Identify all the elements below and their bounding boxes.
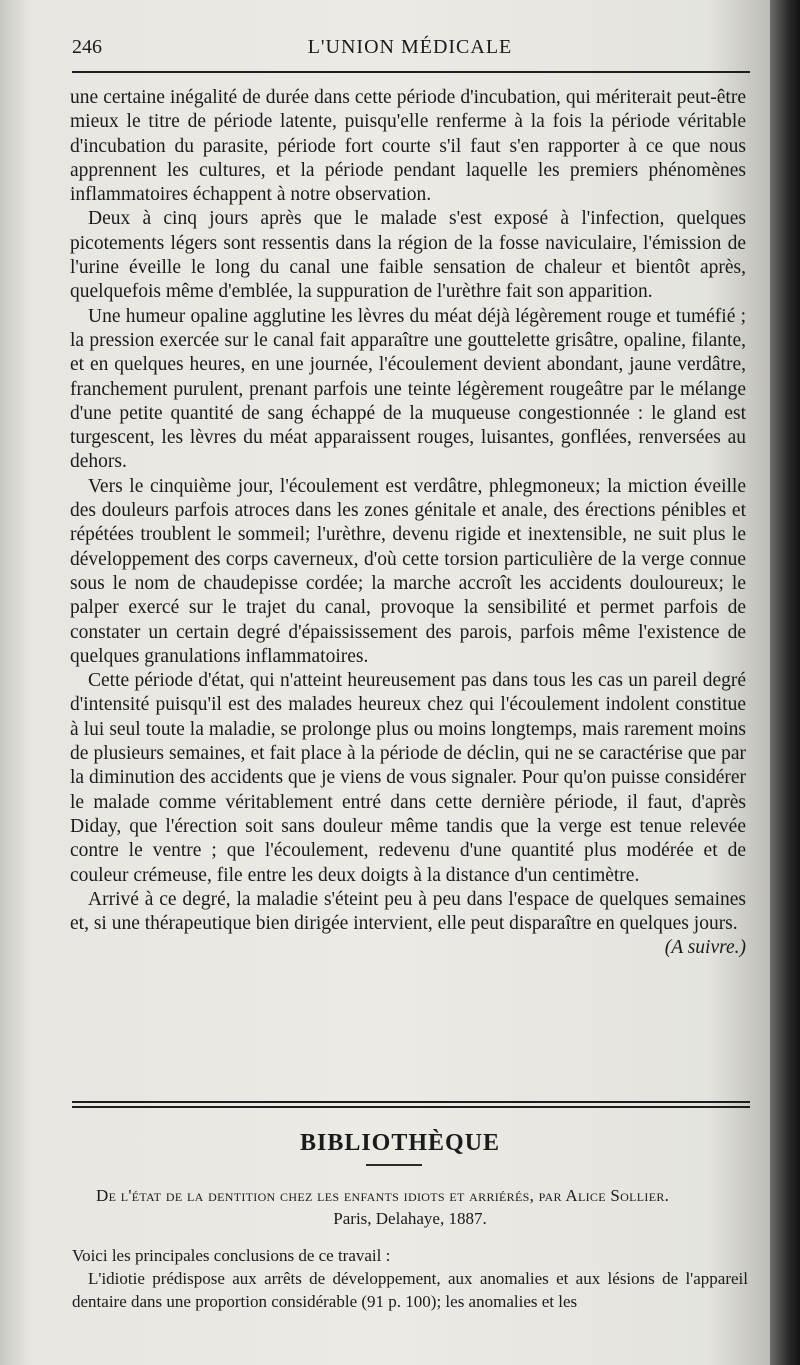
paragraph: Vers le cinquième jour, l'écoulement est verdâtre, phlegmoneux; la miction éveille des douleurs parfois atroces dans les zones génitale et anale, des érections pénibles et répétées troublent le sommeil; l'urèthre, devenu rigide et inextensible, ne suit plus le développement des corps caverneux, d'où cette torsion particulière de la verge connue sous le nom de chaudepisse cordée; la marche accroît les accidents douloureux; le palper exercé sur le trajet du canal, provoque la sensibilité et permet parfois de constater un certain degré d'épaississement des parois, parfois même l'existence de quelques granulations inflammatoires. [70, 475, 746, 667]
continuation-note: (A suivre.) [664, 937, 746, 959]
bibliography-section [72, 1184, 748, 1313]
section-divider [72, 1101, 750, 1108]
paragraph: Une humeur opaline agglutine les lèvres du méat déjà légèrement rouge et tuméfié ; la pression exercée sur le canal fait apparaître une gouttelette grisâtre, opaline, filante, et en quelques heures, en une journée, l'écoulement devient abondant, jaune verdâtre, franchement purulent, prenant parfois une teinte légèrement rougeâtre par le mélange d'une petite quantité de sang échappé de la muqueuse congestionnée : le gland est turgescent, les lèvres du méat apparaissent rouges, luisantes, gonflées, renversées au dehors. [70, 305, 746, 473]
page-number: 246 [72, 36, 102, 58]
page-header [72, 36, 748, 66]
bibliography-conclusion: L'idiotie prédispose aux arrêts de développement, aux anomalies et aux lésions de l'appareil dentaire dans une proportion considérable (91 p. 100); les anomalies et les [72, 1269, 748, 1311]
header-rule [72, 71, 750, 73]
paragraph-last [70, 888, 746, 959]
paragraph-text: Arrivé à ce degré, la maladie s'éteint peu à peu dans l'espace de quelques semaines et, si une thérapeutique bien dirigée intervient, elle peut disparaître en quelques jours. [70, 888, 746, 935]
paragraph: une certaine inégalité de durée dans cette période d'incubation, qui mériterait peut-être mieux le titre de période latente, puisqu'elle renferme à la fois la période véritable d'incubation du parasite, période fort courte s'il faut s'en rapporter à ce que nous apprennent les cultures, et la période pendant laquelle les premiers phénomènes inflammatoires échappent à notre observation. [70, 87, 746, 206]
bibliography-publication: Paris, Delahaye, 1887. [333, 1209, 487, 1228]
running-title: L'UNION MÉDICALE [307, 36, 513, 58]
section-title: BIBLIOTHÈQUE [299, 1130, 501, 1156]
title-rule [366, 1164, 422, 1166]
bibliography-intro: Voici les principales conclusions de ce travail : [72, 1246, 391, 1265]
bibliography-entry-title: De l'état de la dentition chez les enfants idiots et arriérés, par Alice Sollier. [96, 1186, 670, 1205]
article-body [70, 86, 746, 961]
page-edge-shadow [770, 0, 800, 1365]
paragraph: Cette période d'état, qui n'atteint heureusement pas dans tous les cas un pareil degré d'intensité puisqu'il est des malades heureux chez qui l'écoulement indolent constitue à lui seul toute la maladie, se prolonge plus ou moins longtemps, mais rarement moins de plusieurs semaines, et fait place à la période de déclin, qui ne se caractérise que par la diminution des accidents que je viens de vous signaler. Pour qu'on puisse considérer le malade comme véritablement entré dans cette dernière période, il faut, d'après Diday, que l'érection soit sans douleur même tandis que la verge est tenue relevée contre le ventre ; que l'écoulement, redevenu d'une quantité plus modérée et de couleur crémeuse, file entre les deux doigts à la distance d'un centimètre. [70, 670, 746, 886]
paragraph: Deux à cinq jours après que le malade s'est exposé à l'infection, quelques picotements légers sont ressentis dans la région de la fosse naviculaire, l'émission de l'urine éveille le long du canal une faible sensation de chaleur et bientôt après, quelquefois même d'emblée, la suppuration de l'urèthre fait son apparition. [70, 208, 746, 303]
